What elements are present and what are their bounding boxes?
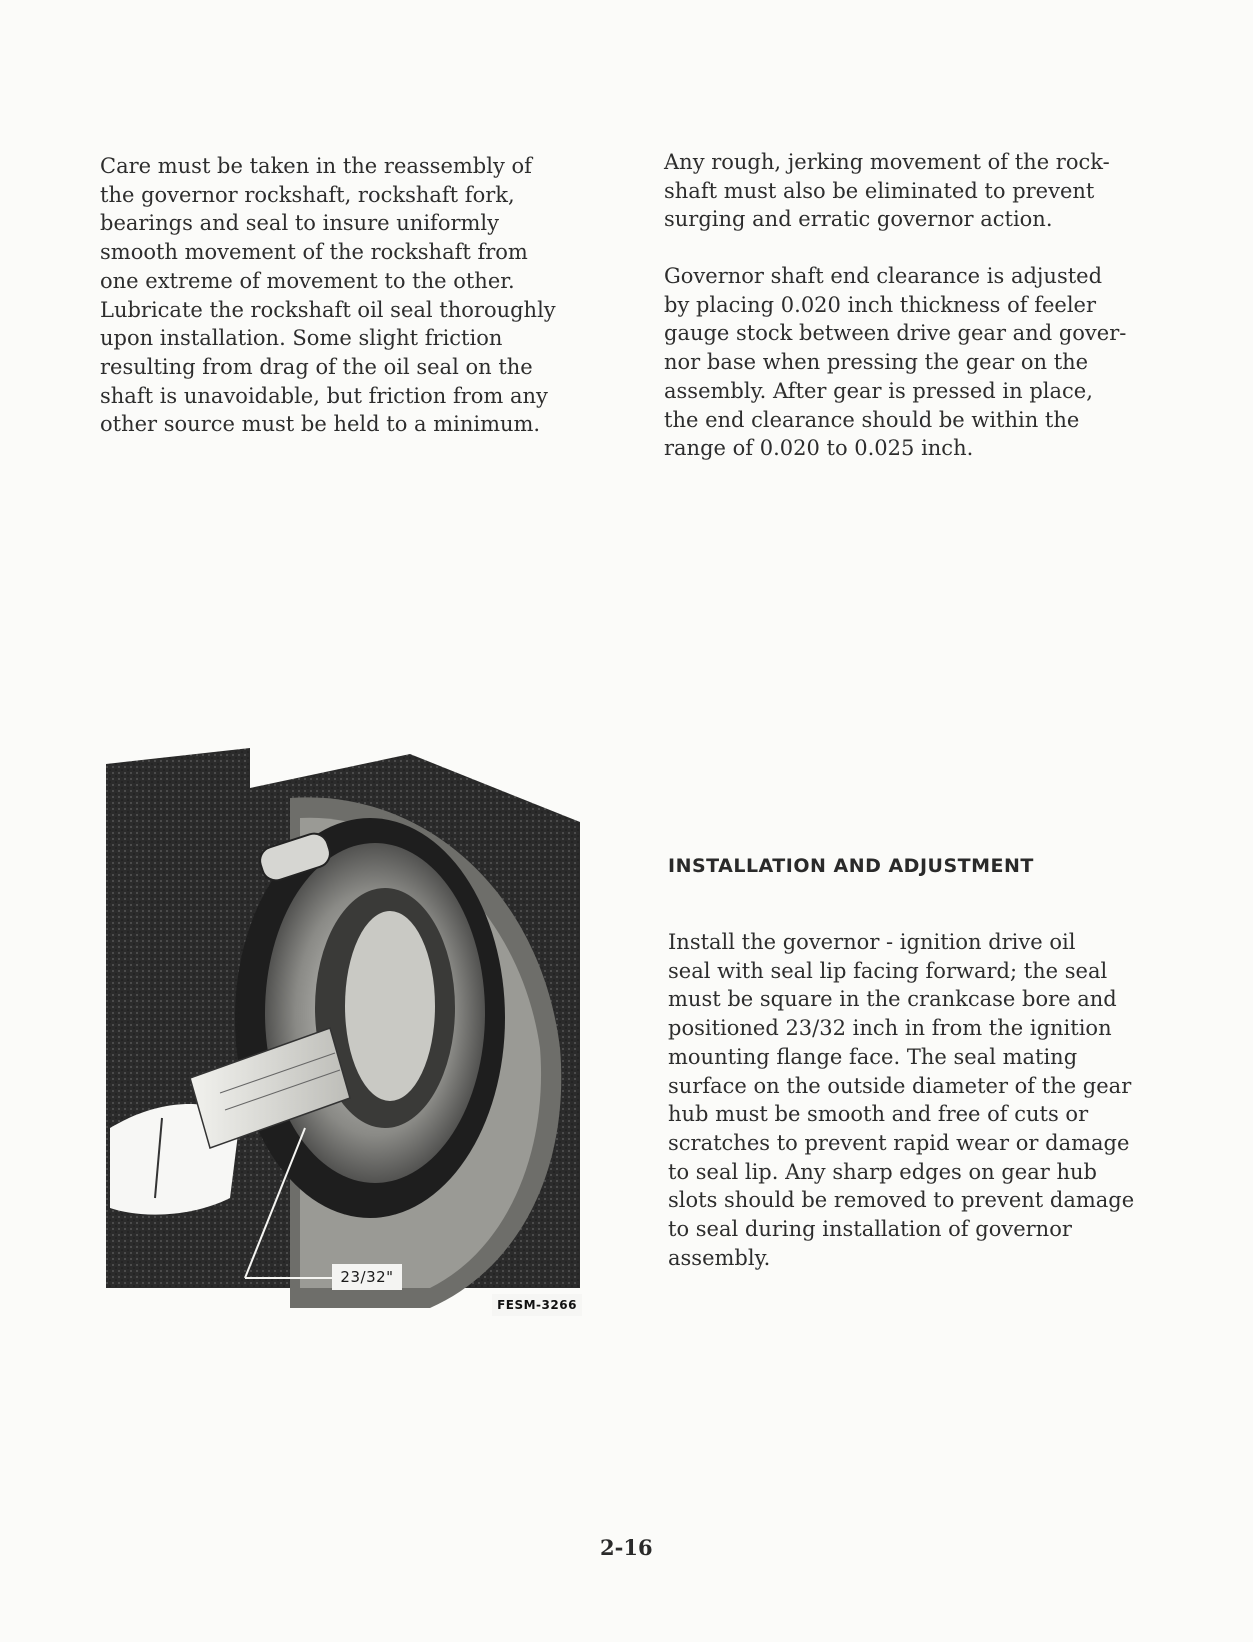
seal-installation-photo: [100, 748, 600, 1338]
shaft-end-clearance-paragraph: Governor shaft end clearance is adjusted by placing 0.020 inch thickness of feeler gauge stock between drive gear and gover- nor base when pressing the gear on the assembly. After gear is pressed in place, the end clearance should be within the range of 0.020 to 0.025 inch.: [664, 264, 1127, 461]
rockshaft-movement-paragraph: Any rough, jerking movement of the rock- shaft must also be eliminated to prevent surging and erratic governor action.: [664, 150, 1110, 232]
dimension-label: 23/32": [332, 1264, 402, 1290]
section-heading: INSTALLATION AND ADJUSTMENT: [668, 855, 1034, 877]
installation-paragraph: Install the governor - ignition drive oil seal with seal lip facing forward; the seal must be square in the crankcase bore and positioned 23/32 inch in from the ignition mounting flange face. The seal mating surface on the outside diameter of the gear hub must be smooth and free of cuts or scratches to prevent rapid wear or damage to seal lip. Any sharp edges on gear hub slots should be removed to prevent damage to seal during installation of governor assembly.: [668, 930, 1135, 1270]
figure-code-label: FESM-3266: [492, 1294, 582, 1316]
rockshaft-reassembly-paragraph: Care must be taken in the reassembly of the governor rockshaft, rockshaft fork, bearings and seal to insure uniformly smooth movement of the rockshaft from one extreme of movement to the other. Lubricate the rockshaft oil seal thoroughly upon installation. Some slight friction resulting from drag of the oil seal on the shaft is unavoidable, but friction from any other source must be held to a minimum.: [100, 154, 556, 437]
seal-installation-illustration: [100, 748, 600, 1338]
page-number: 2-16: [600, 1535, 653, 1560]
